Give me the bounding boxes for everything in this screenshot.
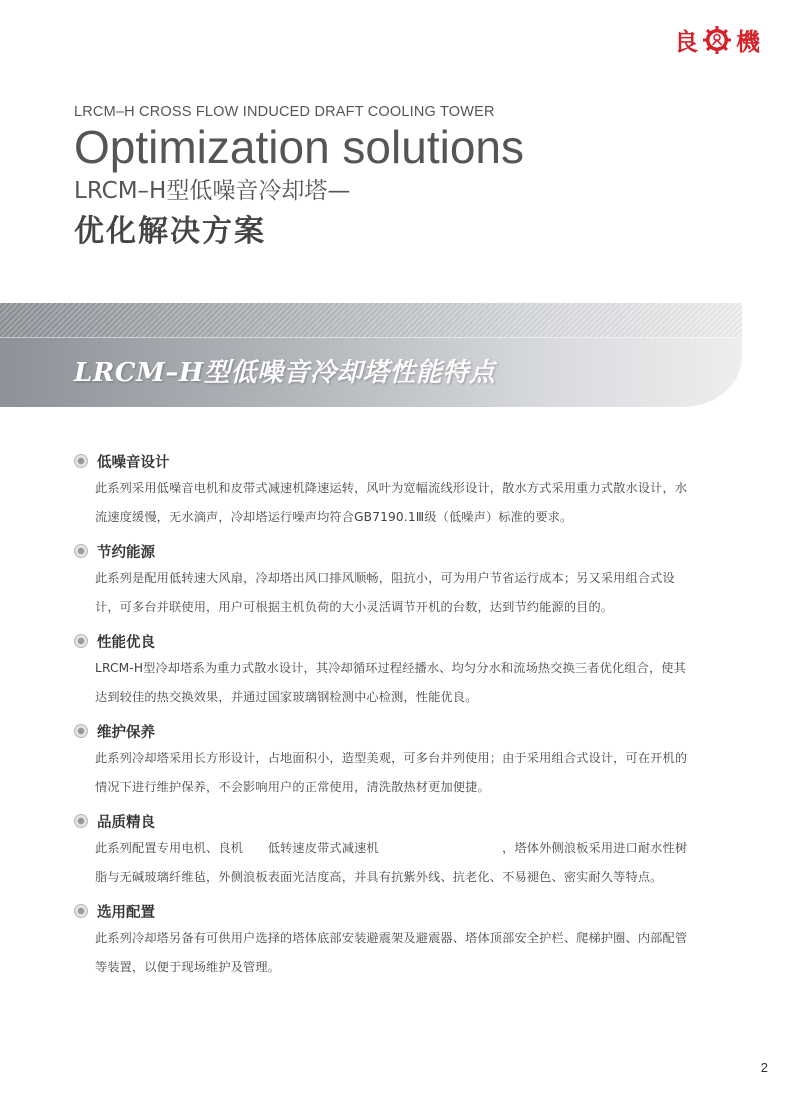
feature-section [74,448,724,532]
feature-heading [74,448,724,474]
feature-title: 选用配置 [97,904,155,921]
feature-section [74,718,724,802]
feature-heading [74,898,724,924]
bullet-circle-icon [74,454,88,468]
company-logo [674,22,760,57]
feature-description [95,654,724,712]
description-line: 此系列配置专用电机、良机 低转速皮带式减速机 ，塔体外侧浪板采用进口耐水性树 [95,841,688,855]
feature-title: 低噪音设计 [97,454,170,471]
feature-description [95,474,724,532]
feature-heading [74,538,724,564]
logo-left-char: 良 [674,28,698,56]
feature-description [95,564,724,622]
page-title-cn-line1: LRCM–H型低噪音冷却塔— [74,178,351,204]
feature-list [74,448,724,988]
feature-description [95,924,724,982]
feature-heading [74,718,724,744]
description-line: 此系列冷却塔另备有可供用户选择的塔体底部安装避震架及避震器、塔体顶部安全护栏、爬梯护圈、内部配管 [95,931,688,945]
feature-section [74,898,724,982]
page-number: 2 [760,1060,768,1075]
bullet-circle-icon [74,634,88,648]
feature-description [95,834,724,892]
feature-title: 节约能源 [97,544,155,561]
logo-right-char: 機 [736,28,760,56]
feature-title: 性能优良 [97,634,155,651]
bullet-circle-icon [74,724,88,738]
description-line: 等装置，以便于现场维护及管理。 [95,960,281,974]
bullet-circle-icon [74,814,88,828]
gear-emblem-icon [702,25,732,55]
feature-section [74,538,724,622]
description-line: LRCM-H型冷却塔系为重力式散水设计，其冷却循环过程经播水、均匀分水和流场热交换三者优化组合，使其 [95,661,686,675]
feature-heading [74,808,724,834]
description-line: 此系列冷却塔采用长方形设计，占地面积小，造型美观，可多台并列使用；由于采用组合式设计，可在开机的 [95,751,688,765]
description-line: 情况下进行维护保养，不会影响用户的正常使用，清洗散热材更加便捷。 [95,780,490,794]
product-eyebrow: LRCM–H CROSS FLOW INDUCED DRAFT COOLING TOWER [74,104,495,120]
feature-description [95,744,724,802]
feature-title: 品质精良 [97,814,155,831]
page-title-cn-line2: 优化解决方案 [74,214,266,249]
banner-title: LRCM–H型低噪音冷却塔性能特点 [74,358,496,388]
feature-title: 维护保养 [97,724,155,741]
description-line: 计，可多台并联使用，用户可根据主机负荷的大小灵活调节开机的台数，达到节约能源的目的。 [95,600,614,614]
description-line: 此系列采用低噪音电机和皮带式减速机降速运转，风叶为宽幅流线形设计，散水方式采用重力式散水设计，水 [95,481,688,495]
feature-section [74,628,724,712]
description-line: 此系列是配用低转速大风扇，冷却塔出风口排风顺畅，阻抗小，可为用户节省运行成本；另又采用组合式设 [95,571,675,585]
bullet-circle-icon [74,904,88,918]
description-line: 达到较佳的热交换效果，并通过国家玻璃钢检测中心检测，性能优良。 [95,690,478,704]
feature-heading [74,628,724,654]
bullet-circle-icon [74,544,88,558]
page-title-en: Optimization solutions [74,121,524,173]
description-line: 流速度缓慢，无水滴声，冷却塔运行噪声均符合GB7190.1Ⅲ级（低噪声）标准的要求。 [95,510,573,524]
section-banner [0,303,742,407]
feature-section [74,808,724,892]
description-line: 脂与无碱玻璃纤维毡，外侧浪板表面光洁度高，并具有抗紫外线、抗老化、不易褪色、密实耐久等特点。 [95,870,663,884]
page-header [74,104,524,252]
